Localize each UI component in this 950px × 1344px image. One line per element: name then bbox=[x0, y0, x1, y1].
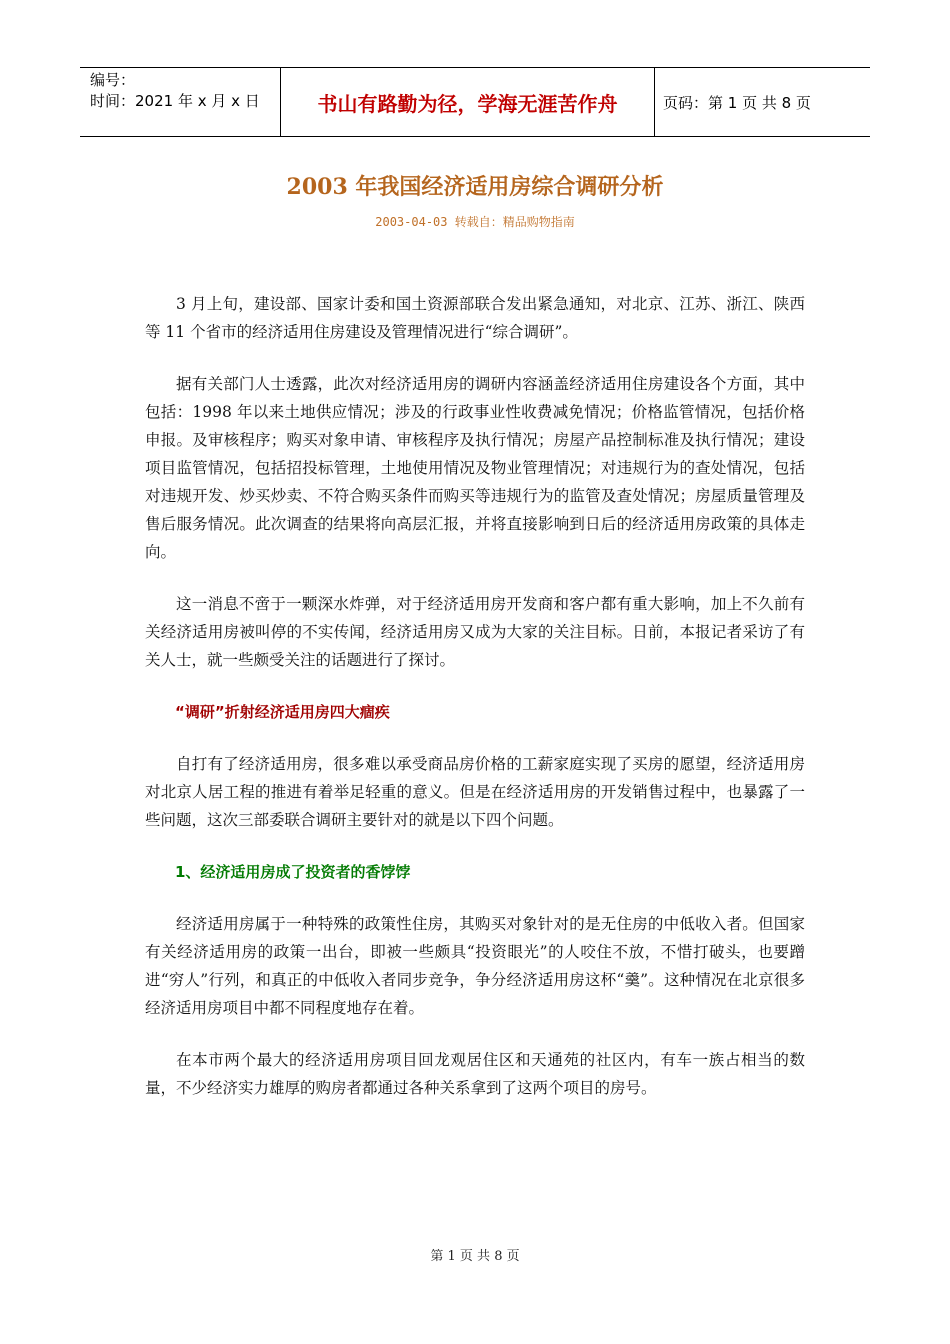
header-info bbox=[80, 68, 280, 136]
article-paragraph: 3 月上旬，建设部、国家计委和国土资源部联合发出紧急通知，对北京、江苏、浙江、陕西等 11 个省市的经济适用住房建设及管理情况进行“综合调研”。 bbox=[145, 295, 805, 341]
article-paragraph: 据有关部门人士透露，此次对经济适用房的调研内容涵盖经济适用住房建设各个方面，其中包括：1998 年以来土地供应情况；涉及的行政事业性收费减免情况；价格监管情况，包括价格申报。及审核程序；购买对象申请、审核程序及执行情况；房屋产品控制标准及执行情况；建设项目监管情况，包括招投标管理，土地使用情况及物业管理情况；对违规行为的查处情况，包括对违规开发、炒买炒卖、不符合购买条件而购买等违规行为的监管及查处情况；房屋质量管理及售后服务情况。此次调查的结果将向高层汇报，并将直接影响到日后的经济适用房政策的具体走向。 bbox=[145, 375, 805, 561]
header-page-label: 页码：第 1 页 共 8 页 bbox=[663, 93, 811, 112]
document-number-label: 编号： bbox=[90, 71, 136, 89]
page-footer: 第 1 页 共 8 页 bbox=[430, 1249, 520, 1264]
article-paragraph: 这一消息不啻于一颗深水炸弹，对于经济适用房开发商和客户都有重大影响，加上不久前有关经济适用房被叫停的不实传闻，经济适用房又成为大家的关注目标。日前，本报记者采访了有关人士，就一些颇受关注的话题进行了探讨。 bbox=[145, 595, 805, 669]
section-heading: “调研”折射经济适用房四大痼疾 bbox=[175, 703, 390, 721]
article-paragraph: 在本市两个最大的经济适用房项目回龙观居住区和天通苑的社区内，有车一族占相当的数量，不少经济实力雄厚的购房者都通过各种关系拿到了这两个项目的房号。 bbox=[145, 1051, 805, 1097]
header-motto: 书山有路勤为径，学海无涯苦作舟 bbox=[280, 68, 655, 136]
article-paragraph: 自打有了经济适用房，很多难以承受商品房价格的工薪家庭实现了买房的愿望，经济适用房对北京人居工程的推进有着举足轻重的意义。但是在经济适用房的开发销售过程中，也暴露了一些问题，这次三部委联合调研主要针对的就是以下四个问题。 bbox=[145, 755, 805, 829]
article-paragraph: 经济适用房属于一种特殊的政策性住房，其购买对象针对的是无住房的中低收入者。但国家有关经济适用房的政策一出台，即被一些颇具“投资眼光”的人咬住不放，不惜打破头，也要蹭进“穷人”行列，和真正的中低收入者同步竞争，争分经济适用房这杯“羹”。这种情况在北京很多经济适用房项目中都不同程度地存在着。 bbox=[145, 915, 805, 1017]
article-subtitle: 2003-04-03 转载自：精品购物指南 bbox=[375, 215, 575, 229]
article-title: 2003 年我国经济适用房综合调研分析 bbox=[286, 174, 664, 200]
page-header bbox=[80, 67, 870, 137]
document-time-label: 时间：2021 年 x 月 x 日 bbox=[90, 92, 260, 110]
article-body bbox=[145, 290, 805, 1126]
section-heading: 1、经济适用房成了投资者的香饽饽 bbox=[175, 863, 411, 881]
